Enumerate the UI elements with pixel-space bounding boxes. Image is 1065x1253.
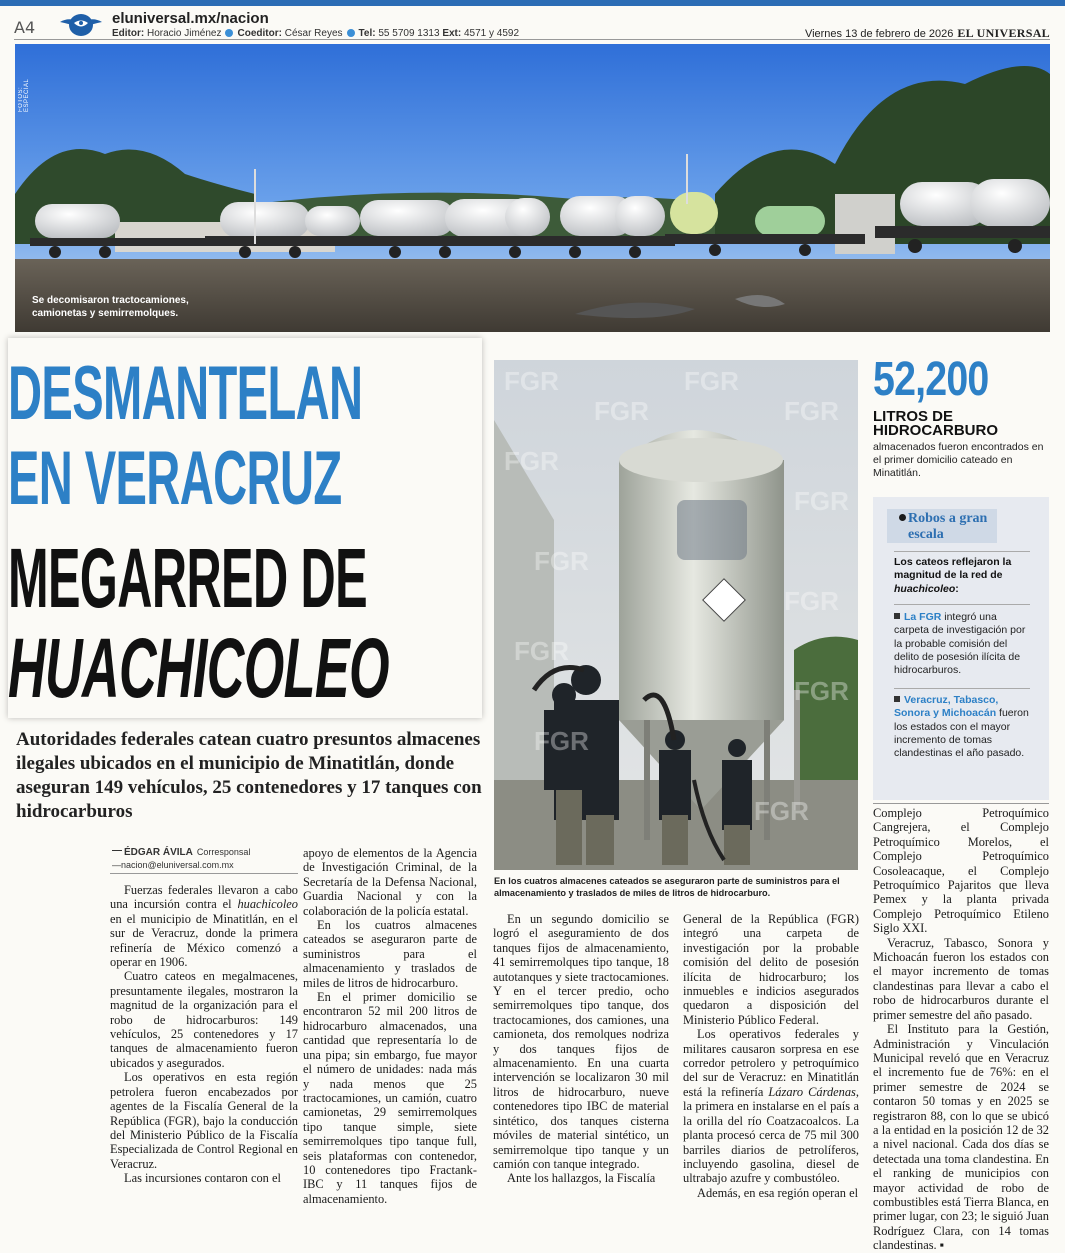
headline-line-1: DESMANTELAN	[8, 351, 363, 436]
bullet-icon	[347, 29, 355, 37]
paragraph: General de la República (FGR) integró una carpeta de investigación por la probable comisión del delito de posesión ilícita de hidrocarburo; los inmuebles e indicios asegurados quedaron a disposición del Ministerio Público Federal.	[683, 912, 859, 1027]
paragraph: Cuatro cateos en megalmacenes, presuntamente ilegales, mostraron la magnitud de la organización para el robo de hidrocarburos: 149 vehículos, 25 contenedores y 17 tanques de almacenamiento fueron ubicados y asegurados.	[110, 969, 298, 1070]
svg-text:FGR: FGR	[754, 796, 809, 826]
site-url[interactable]: eluniversal.mx/nacion	[112, 10, 269, 27]
svg-text:FGR: FGR	[794, 676, 849, 706]
mid-photo-caption: En los cuatros almacenes cateados se aseguraron parte de suministros para el almacenamiento y traslados de miles de litros de hidrocarburo.	[494, 876, 840, 898]
headline-line-4: HUACHICOLEO	[8, 621, 389, 715]
svg-text:FGR: FGR	[534, 726, 589, 756]
stat-label: LITROS DE HIDROCARBURO	[873, 408, 998, 439]
paragraph: apoyo de elementos de la Agencia de Investigación Criminal, de la Secretaría de la Defensa Nacional, Guardia Nacional y con la colaboración de la policía estatal.	[303, 846, 477, 918]
fgr-agents-tank-photo	[494, 360, 858, 870]
svg-text:FGR: FGR	[504, 366, 559, 396]
trucks-photo	[15, 44, 1050, 332]
body-column-4	[683, 912, 859, 1200]
stat-number: 52,200	[873, 353, 989, 406]
page-header	[14, 6, 1050, 40]
photo-credit: FOTOS: ESPECIAL	[18, 78, 30, 112]
paragraph: En el primer domicilio se encontraron 52 mil 200 litros de hidrocarburo almacenados, una cantidad que representaría lo de una pipa; sin embargo, fue mayor el número de unidades: nada más y nada menos que 25 tractocamiones, un camión, cuatro camionetas, 29 semirremolques tipo tanque simple, siete semirremolques tipo tanque full, seis plataformas con contenedor, 10 contenedores tipo Fractank-IBC y 11 tanques fijos de almacenamiento.	[303, 990, 477, 1206]
byline-author: ÉDGAR ÁVILA	[124, 847, 193, 858]
paragraph: Complejo Petroquímico Cangrejera, el Complejo Petroquímico Morelos, el Complejo Petroquímico Cosoleacaque, el Complejo Petroquímico Pajaritos que lleva Pemex y la planta privada Complejo Petroquímico Etileno Siglo XXI.	[873, 806, 1049, 936]
header-date: Viernes 13 de febrero de 2026 EL UNIVERSAL	[804, 26, 1050, 40]
bullet-icon	[225, 29, 233, 37]
svg-text:FGR: FGR	[514, 636, 569, 666]
masthead: EL UNIVERSAL	[957, 26, 1050, 40]
paragraph: Además, en esa región operan el	[697, 1185, 859, 1200]
paragraph: Fuerzas federales llevaron a cabo una incursión contra el huachicoleo en el municipio de Minatitlán, en el sur de Veracruz, donde la primera refinería de México comenzó a operar en 1906.	[110, 883, 298, 970]
headline-line-2: EN VERACRUZ	[8, 436, 342, 521]
sidebar-divider	[894, 551, 1030, 552]
svg-text:FGR: FGR	[684, 366, 739, 396]
sidebar-divider	[894, 688, 1030, 689]
headline-line-3: MEGARRED DE	[8, 531, 368, 625]
square-bullet-icon	[894, 613, 900, 619]
square-bullet-icon	[894, 696, 900, 702]
byline-email[interactable]: —nacion@eluniversal.com.mx	[112, 860, 234, 870]
body-column-5	[873, 806, 1049, 1253]
paragraph: En los cuatros almacenes cateados se aseguraron parte de suministros para el almacenamiento y traslados de miles de litros de hidrocarburo.	[303, 918, 477, 990]
paragraph: El Instituto para la Gestión, Administración y Vinculación Municipal reveló que en Veracruz el incremento fue de 76%: en el primer semestre de 2024 se contaron 50 tomas y en 2025 se registraron 88, con lo que se ubicó a la entidad en la posición 12 de 32 a nivel nacional. Cada dos días se detectada una toma clandestina. En el ranking de municipios con mayor actividad de robo de combustibles está Tierra Blanca, en primer lugar, con 23; le siguió Juan Rodríguez Clara, con 14 tomas clandestinas. ▪	[873, 1022, 1049, 1253]
bullet-icon	[899, 514, 906, 521]
body-column-2	[303, 846, 477, 1206]
svg-text:FGR: FGR	[504, 446, 559, 476]
sidebar-intro: Los cateos reflejaron la magnitud de la red de huachicoleo:	[894, 556, 1012, 595]
sidebar-item: Veracruz, Tabasco, Sonora y Michoacán fueron los estados con el mayor incremento de tomas clandestinas el año pasado.	[894, 694, 1029, 760]
sidebar-title: Robos a gran escala	[908, 511, 988, 542]
paragraph: Los operativos federales y militares causaron sorpresa en ese corredor petrolero y petroquímico del sur de Veracruz: en Minatitlán está la refinería Lázaro Cárdenas, la primera en instalarse en el país a la orilla del río Coatzacoalcos. La planta procesó cerca de 75 mil 300 barriles diarios de petrolíferos, incluyendo gasolina, diesel de ultrabajo azufre y combustóleo.	[683, 1027, 859, 1186]
editors-line: Editor: Horacio Jiménez Coeditor: César Reyes Tel: 55 5709 1313 Ext: 4571 y 4592	[112, 28, 520, 39]
svg-text:FGR: FGR	[534, 546, 589, 576]
paragraph: Los operativos en esta región petrolera fueron encabezados por agentes de la Fiscalía General de la República (FGR), bajo la conducción del Ministerio Público de la Fiscalía Especializada de Control Regional en Veracruz.	[110, 1070, 298, 1171]
byline-role: Corresponsal	[196, 847, 251, 857]
eagle-logo-icon	[58, 10, 104, 40]
paragraph: Las incursiones contaron con el	[124, 1171, 281, 1186]
paragraph: En un segundo domicilio se logró el aseguramiento de dos tanques fijos de almacenamiento, 41 semirremolques tipo tanque, 18 autotanques y siete tractocamiones. Y en el tercer predio, ocho semirremolques tipo tanque, dos tractocamiones, dos camiones, una camioneta, dos remolques nodriza y dos tanques fijos de almacenamiento. En una cuarta intervención se localizaron 30 mil litros de hidrocarburo, nueve contenedores tipo IBC de material sintético, dos tanques cisterna móviles de material sintético, un semirremolque tipo tanque y un camión con tanque integrado.	[493, 912, 669, 1171]
svg-text:FGR: FGR	[594, 396, 649, 426]
sidebar-item: La FGR integró una carpeta de investigación por la probable comisión del delito de posesión ilícita de hidrocarburos.	[894, 611, 1026, 677]
paragraph: Ante los hallazgos, la Fiscalía	[507, 1171, 656, 1186]
svg-text:FGR: FGR	[794, 486, 849, 516]
deck-subheadline: Autoridades federales catean cuatro presuntos almacenes ilegales ubicados en el municipio de Minatitlán, donde aseguran 149 vehículos, 25 contenedores y 17 tanques con hidrocarburos	[16, 729, 482, 822]
svg-text:FGR: FGR	[784, 586, 839, 616]
byline	[112, 846, 297, 871]
column-divider	[873, 803, 1049, 804]
paragraph: Veracruz, Tabasco, Sonora y Michoacán fueron los estados con el mayor incremento de tomas clandestinas para llevar a cabo el robo de hidrocarburos durante el primer semestre del año pasado.	[873, 935, 1049, 1022]
body-column-3	[493, 912, 669, 1186]
body-column-1	[110, 883, 298, 1186]
top-photo-caption: Se decomisaron tractocamiones, camionetas y semirremolques.	[32, 295, 189, 319]
page-number: A4	[14, 18, 36, 37]
stat-description: almacenados fueron encontrados en el primer domicilio cateado en Minatitlán.	[873, 441, 1044, 479]
byline-divider	[110, 873, 298, 874]
svg-text:FGR: FGR	[784, 396, 839, 426]
sidebar-divider	[894, 604, 1030, 605]
